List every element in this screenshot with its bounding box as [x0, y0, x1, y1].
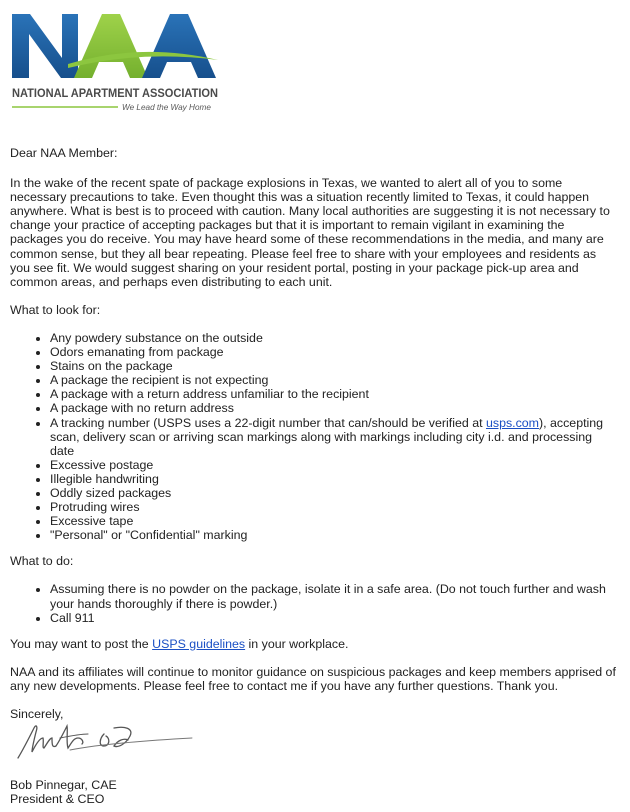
logo-letter-n	[12, 14, 78, 78]
list-item-tracking	[50, 416, 618, 458]
signature-stroke-1	[18, 726, 83, 758]
logo-tagline-text: We Lead the Way Home	[122, 103, 211, 112]
list-item: • Oddly sized packages	[50, 486, 618, 500]
handwritten-signature	[10, 708, 200, 768]
logo-name-text: NATIONAL APARTMENT ASSOCIATION	[12, 86, 218, 100]
look-for-heading: What to look for:	[10, 302, 101, 317]
usps-guidelines-link[interactable]: USPS guidelines	[152, 636, 246, 651]
list-item: • Illegible handwriting	[50, 472, 618, 486]
usps-com-link[interactable]: usps.com	[485, 415, 540, 430]
signer-title: President & CEO	[10, 792, 105, 807]
list-item: • Protruding wires	[50, 500, 618, 514]
list-item: • Call 911	[50, 611, 618, 625]
post-text-after: in your workplace.	[245, 636, 349, 651]
signature-graphic	[10, 708, 200, 768]
tracking-text-after: ), accepting scan, delivery scan or arriving scan markings along with markings including city i.d. and processing date	[50, 415, 604, 458]
closing-paragraph: NAA and its affiliates will continue to monitor guidance on suspicious packages and keep members apprised of any new developments. Please feel free to contact me if you have any further questions. Thank you.	[10, 664, 616, 693]
list-item: • Any powdery substance on the outside	[50, 331, 618, 345]
list-item: • A package with a return address unfamiliar to the recipient	[50, 387, 618, 401]
list-item: • Assuming there is no powder on the package, isolate it in a safe area. (Do not touch further and wash your hands thoroughly if there is powder.)	[50, 582, 618, 610]
naa-logo-graphic	[10, 8, 220, 112]
list-item: • Stains on the package	[50, 359, 618, 373]
intro-paragraph: In the wake of the recent spate of package explosions in Texas, we wanted to alert all of you to some necessary precautions to take. Even thought this was a situation recently limited to Texas, it could happen anywhere. What is best is to proceed with caution. Many local authorities are suggesting it is not necessary to change your practice of accepting packages but that it is important to remain vigilant in examining the packages you do receive. You may have heard some of these recommendations in the media, and many are common sense, but they all bear repeating. Please feel free to share with your employees and residents as you see fit. We would suggest sharing on your resident portal, posting in your package pick-up area and common areas, and perhaps even distributing to each unit.	[10, 176, 610, 289]
naa-logo	[10, 8, 220, 112]
signoff-block	[10, 778, 117, 806]
list-item: • A package the recipient is not expecting	[50, 373, 618, 387]
list-item: • Odors emanating from package	[50, 345, 618, 359]
logo-letter-a2	[142, 14, 216, 78]
list-item: • A package with no return address	[50, 401, 618, 415]
letter-body	[10, 146, 618, 735]
sincerely: Sincerely,	[10, 707, 64, 721]
to-do-list	[10, 582, 618, 624]
list-item: • Excessive postage	[50, 458, 618, 472]
list-item: • "Personal" or "Confidential" marking	[50, 528, 618, 542]
signer-name: Bob Pinnegar, CAE	[10, 778, 117, 792]
to-do-heading: What to do:	[10, 554, 74, 569]
signature-underline	[70, 738, 192, 750]
look-for-list	[10, 331, 618, 542]
post-guidelines-paragraph	[10, 637, 618, 651]
post-text-before: You may want to post the	[10, 636, 153, 651]
list-item: • Excessive tape	[50, 514, 618, 528]
signature-stroke-2	[60, 734, 88, 738]
greeting: Dear NAA Member:	[10, 146, 118, 160]
tracking-text-before: A tracking number (USPS uses a 22-digit number that can/should be verified at	[50, 415, 486, 430]
logo-letter-a1	[74, 14, 148, 78]
